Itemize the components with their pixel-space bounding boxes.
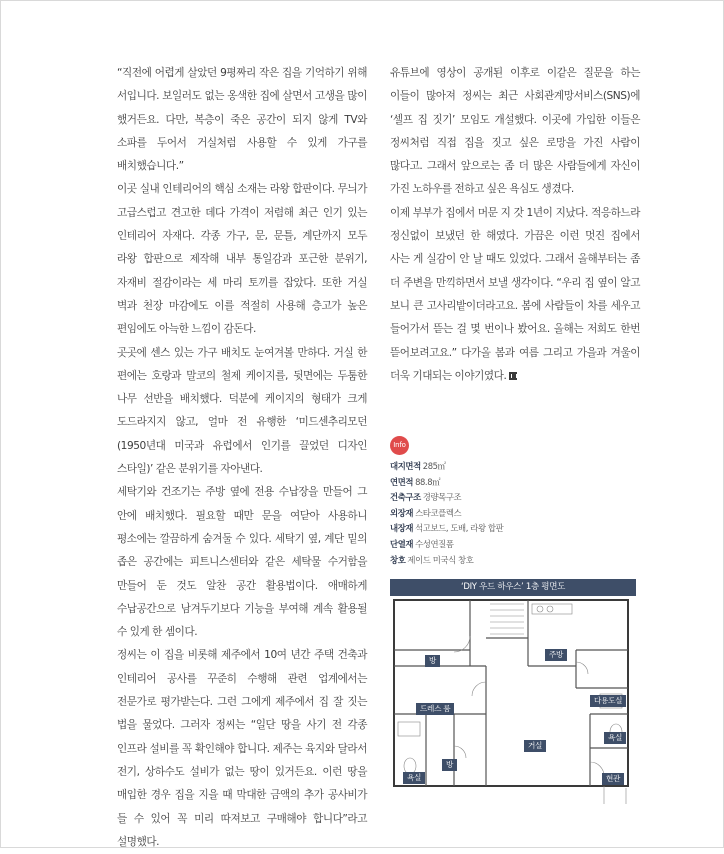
info-value: 88.8㎡ [415,476,441,487]
room-label-living: 거실 [524,740,546,752]
floor-plan-title: ‘DIY 우드 하우스’ 1층 평면도 [390,579,636,596]
left-text-column [117,62,367,854]
info-label: 창호 [390,554,406,565]
info-label: 단열재 [390,538,414,549]
info-value: 스타코플렉스 [415,507,462,518]
room-label-bath-left: 욕실 [403,772,425,784]
info-value: 경량목구조 [422,492,462,503]
room-label-dress-room: 드레스 룸 [416,703,454,715]
paragraph: 세탁기와 건조기는 주방 옆에 전용 수납장을 만들어 그 안에 배치했다. 필요할 때만 문을 여닫아 사용하니 평소에는 깔끔하게 숨겨둘 수 있다. 세탁기 옆, 계단 밑의 좁은 공간에는 피트니스센터와 같은 세탁물 수거함을 만들어 둔 것도 알찬 공간 활용법이다. 애매하게 수납공간으로 남겨두기보다 기능을 부여해 계속 활용될 수 있게 한 셈이다. [117,486,367,639]
info-row-site-area [390,459,640,475]
paragraph: 정씨는 이 집을 비롯해 제주에서 10여 년간 주택 건축과 인테리어 공사를 꾸준히 수행해 관련 업계에서는 전문가로 평가받는다. 그런 그에게 제주에서 집 잘 짓는 법을 물었다. 그러자 정씨는 “일단 땅을 사기 전 각종 인프라 설비를 꼭 확인해야 합니다. 제주는 육지와 달라서 전기, 상하수도 설비가 없는 땅이 있거든요. 이런 땅을 매입한 경우 집을 지을 때 막대한 금액의 추가 공사비가 들 수 있어 꼭 미리 따져보고 구매해야 합니다”라고 설명했다. [117,649,367,848]
info-label: 대지면적 [390,461,421,471]
room-label-room-top: 방 [425,655,440,667]
room-label-bath-right: 욕실 [604,732,626,744]
info-value: 285㎡ [422,461,446,471]
info-box [390,436,640,568]
info-row-windows [390,553,640,569]
article-end-icon [509,372,517,380]
paragraph-text: 이제 부부가 집에서 머문 지 갓 1년이 지났다. 적응하느라 정신없이 보냈던 한 해였다. 가끔은 이런 멋진 집에서 사는 게 실감이 안 날 때도 있었다. 그래서 올해부터는 좀 더 주변을 만끽하면서 보낼 생각이다. “우리 집 옆이 알고 보니 큰 고사리밭이더라고요. 봄에 사람들이 차를 세우고 들어가서 뜯는 걸 몇 번이나 봤어요. 올해는 저희도 한번 뜯어보려고요.” 다가올 봄과 여름 그리고 가을과 겨울이 더욱 기대되는 이야기였다. [390,206,640,382]
info-row-floor-area [390,475,640,491]
info-row-interior [390,521,640,537]
info-label: 외장재 [390,507,414,518]
paragraph: 곳곳에 센스 있는 가구 배치도 눈여겨볼 만하다. 거실 한 편에는 호랑과 말코의 철제 케이지를, 뒷면에는 두툼한 나무 선반을 배치했다. 덕분에 케이지의 형태가 크게 도드라지지 않고, 얼마 전 유행한 ‘미드센추리모던(1950년대 미국과 유럽에서 인기를 끌었던 디자인 스타일)’ 같은 분위기를 자아낸다. [117,346,367,476]
right-text-column [390,62,640,388]
info-label: 건축구조 [390,492,421,503]
info-value: 제이드 미국식 창호 [407,554,474,565]
paragraph: “직전에 어렵게 살았던 9평짜리 작은 집을 기억하기 위해 서입니다. 보일러도 없는 옹색한 집에 살면서 고생을 많이 했거든요. 다만, 복층이 죽은 공간이 되지 않게 TV와 소파를 두어서 거실처럼 사용할 수 있게 가구를 배치했습니다.” [117,67,367,173]
info-row-insulation [390,537,640,553]
room-label-room-bottom: 방 [442,759,457,771]
floor-plan [390,579,636,809]
info-row-structure [390,490,640,506]
info-value: 석고보드, 도배, 라왕 합판 [415,523,504,534]
room-label-utility: 다용도실 [590,695,626,707]
paragraph-last [390,202,640,388]
info-label: 내장재 [390,523,414,534]
room-label-kitchen: 주방 [545,649,567,661]
paragraph: 이곳 실내 인테리어의 핵심 소재는 라왕 합판이다. 무늬가 고급스럽고 견고한 데다 가격이 저렴해 최근 인기 있는 인테리어 자재다. 각종 가구, 문, 문틀, 계단까지 모두 라왕 합판으로 제작해 내부 통일감과 포근한 분위기, 자재비 절감이라는 세 마리 토끼를 잡았다. 또한 거실 벽과 천장 마감에도 이를 적절히 사용해 층고가 높은 편임에도 아늑한 느낌이 감돈다. [117,183,367,336]
info-badge: Info [390,436,409,455]
info-row-exterior [390,506,640,522]
paragraph: 유튜브에 영상이 공개된 이후로 이같은 질문을 하는 이들이 많아져 정씨는 최근 사회관계망서비스(SNS)에 ‘셀프 집 짓기’ 모임도 개설했다. 이곳에 가입한 이들은 정씨처럼 직접 집을 짓고 싶은 로망을 가진 사람이 많다고. 그래서 앞으로는 좀 더 많은 사람들에게 자신이 가진 노하우를 전하고 싶은 욕심도 생겼다. [390,67,640,196]
info-label: 연면적 [390,476,414,487]
info-value: 수성연질폼 [415,538,454,549]
room-label-entrance: 현관 [602,773,624,785]
